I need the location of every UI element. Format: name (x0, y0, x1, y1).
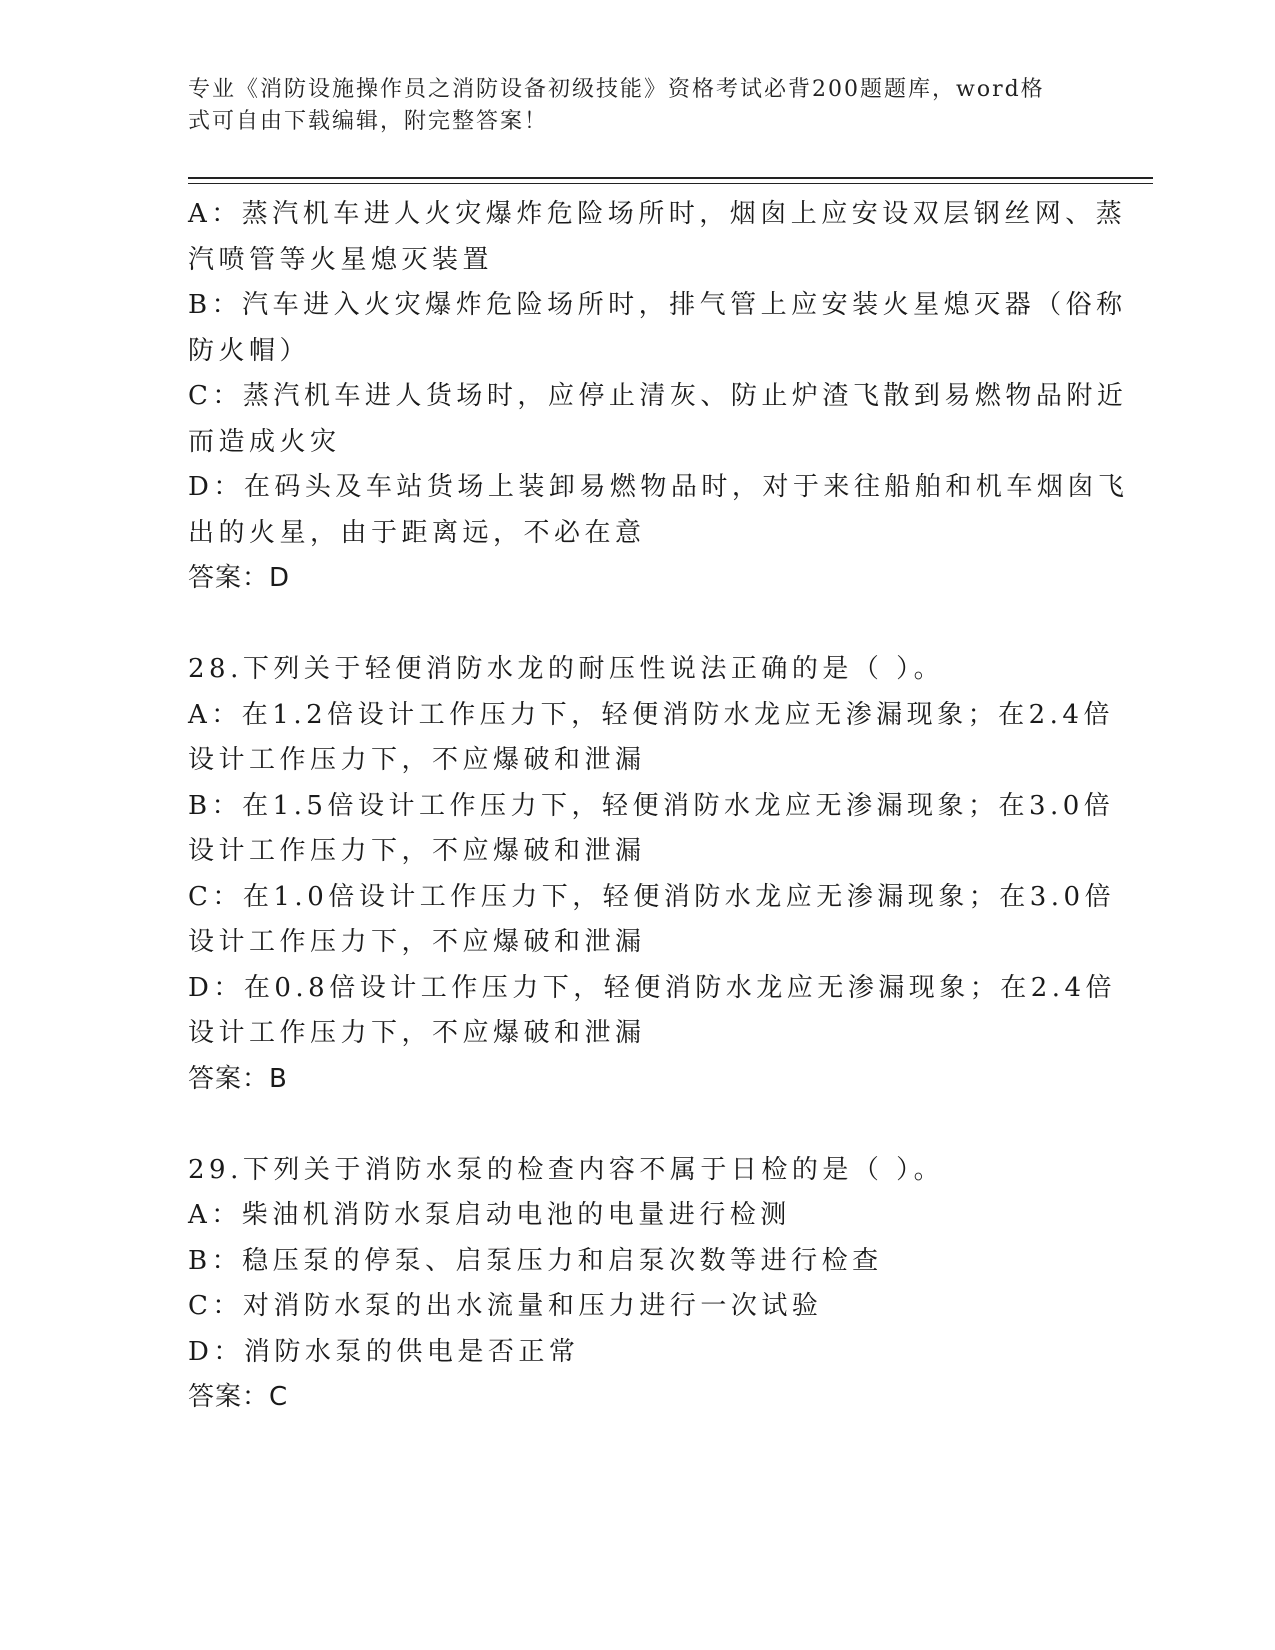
option-c-line-1: C：蒸汽机车进人货场时，应停止清灰、防止炉渣飞散到易燃物品附近 (188, 381, 1128, 411)
option-d: D：消防水泵的供电是否正常 (188, 1336, 580, 1367)
question-28-stem: 28.下列关于轻便消防水龙的耐压性说法正确的是（ ）。 (188, 654, 945, 684)
option-b-line-2: 防火帽） (188, 335, 311, 366)
option-a-line-2: 汽喷管等火星熄灭装置 (188, 244, 494, 275)
option-a-line-1: A：在1.2倍设计工作压力下，轻便消防水龙应无渗漏现象；在2.4倍 (188, 699, 1114, 730)
question-content (188, 192, 1129, 1421)
option-a: A：柴油机消防水泵启动电池的电量进行检测 (188, 1200, 791, 1230)
option-d-line-1: D：在码头及车站货场上装卸易燃物品时，对于来往船舶和机车烟囱飞 (188, 472, 1129, 502)
option-b-line-2: 设计工作压力下，不应爆破和泄漏 (188, 836, 646, 866)
option-b-line-1: B：在1.5倍设计工作压力下，轻便消防水龙应无渗漏现象；在3.0倍 (188, 790, 1115, 821)
option-b-line-1: B：汽车进入火灾爆炸危险场所时，排气管上应安装火星熄灭器（俗称 (188, 290, 1127, 320)
spacer (188, 602, 1073, 648)
document-header (188, 74, 1068, 138)
question-27-options (188, 192, 1129, 602)
spacer (188, 1102, 1073, 1148)
question-29 (188, 1148, 1073, 1421)
option-c-line-2: 设计工作压力下，不应爆破和泄漏 (188, 927, 646, 957)
option-b: B：稳压泵的停泵、启泵压力和启泵次数等进行检查 (188, 1245, 883, 1276)
option-c: C：对消防水泵的出水流量和压力进行一次试验 (188, 1291, 823, 1321)
option-d-line-2: 出的火星，由于距离远，不必在意 (188, 517, 646, 548)
option-c-line-2: 而造成火灾 (188, 426, 341, 457)
answer-28: 答案：B (188, 1063, 288, 1094)
question-29-stem: 29.下列关于消防水泵的检查内容不属于日检的是（ ）。 (188, 1154, 945, 1185)
answer-29: 答案：C (188, 1382, 289, 1412)
option-c-line-1: C：在1.0倍设计工作压力下，轻便消防水龙应无渗漏现象；在3.0倍 (188, 881, 1116, 912)
header-rule-thin (188, 183, 1153, 184)
option-a-line-1: A：蒸汽机车进人火灾爆炸危险场所时，烟囱上应安设双层钢丝网、蒸 (188, 199, 1127, 229)
question-28 (188, 647, 1117, 1102)
option-d-line-2: 设计工作压力下，不应爆破和泄漏 (188, 1018, 646, 1048)
header-line-1: 专业《消防设施操作员之消防设备初级技能》资格考试必背200题题库，word格 (188, 77, 1045, 102)
answer-27: 答案：D (188, 563, 291, 593)
header-rule-thick (188, 177, 1153, 179)
option-d-line-1: D：在0.8倍设计工作压力下，轻便消防水龙应无渗漏现象；在2.4倍 (188, 972, 1117, 1003)
option-a-line-2: 设计工作压力下，不应爆破和泄漏 (188, 745, 646, 775)
header-line-2: 式可自由下载编辑，附完整答案！ (188, 109, 549, 134)
